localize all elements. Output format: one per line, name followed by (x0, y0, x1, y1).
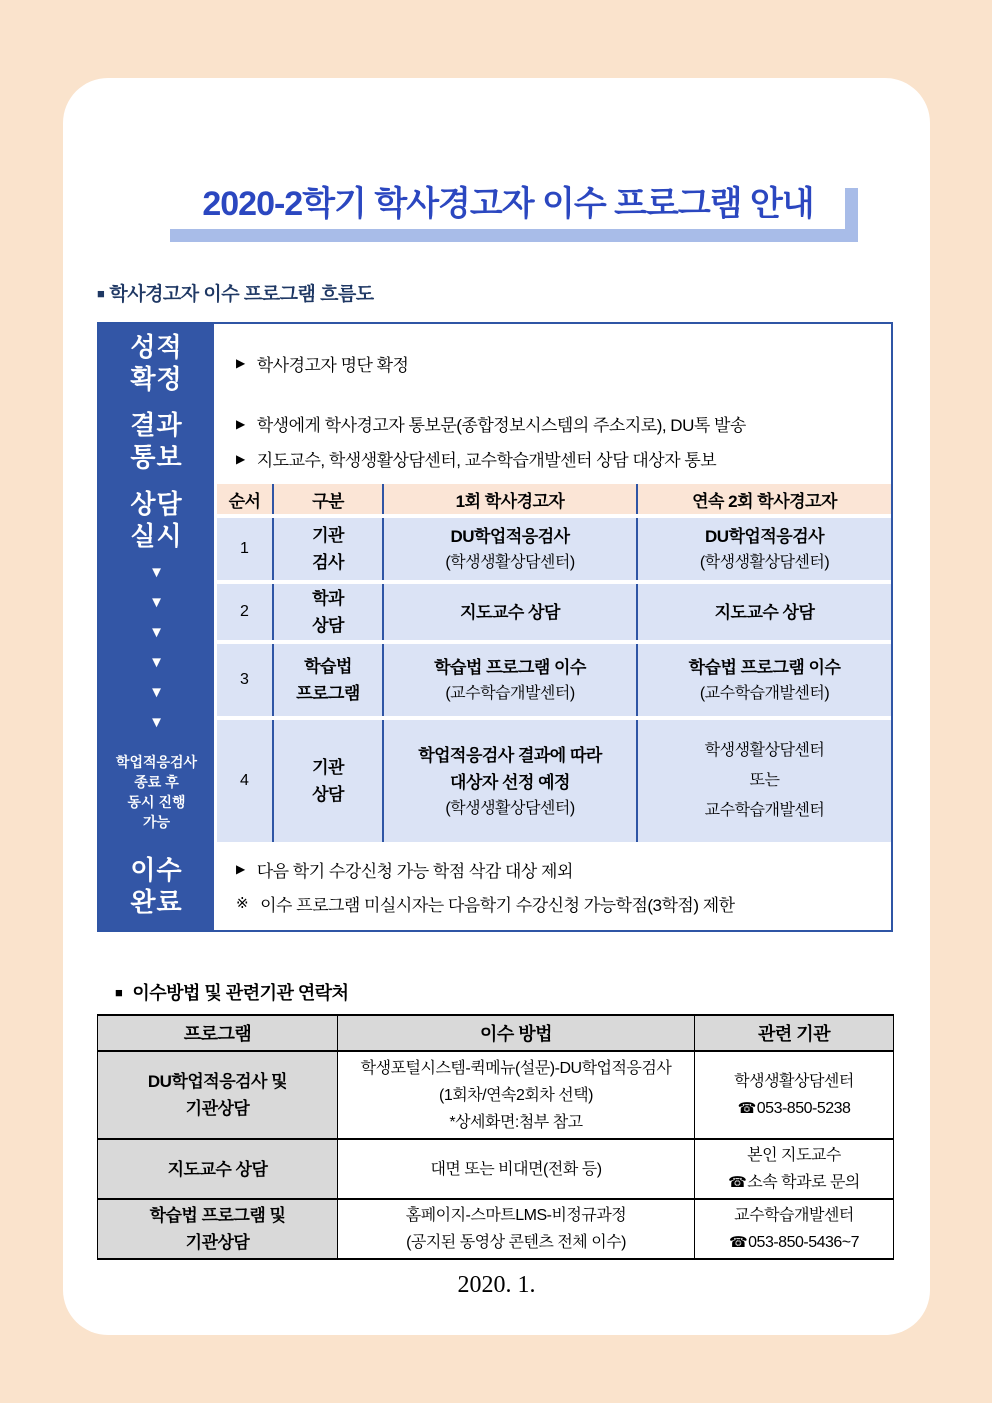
down-arrow-icon: ▼ (149, 564, 164, 581)
bullet-text: 다음 학기 수강신청 가능 학점 삭감 대상 제외 (256, 861, 573, 881)
sidebar-note-line: 종료 후 (134, 774, 179, 790)
bullet-text: 학사경고자 명단 확정 (256, 355, 409, 375)
method-cell (338, 1139, 695, 1199)
phone-line (697, 1229, 891, 1256)
cell-line: 교수학습개발센터 (734, 1207, 854, 1224)
org-cell (695, 1051, 894, 1139)
contact-section-heading (115, 979, 349, 1005)
page-title: 2020-2학기 학사경고자 이수 프로그램 안내 (202, 185, 814, 223)
column-header: 순서 (217, 484, 272, 514)
column-header: 관련 기관 (695, 1015, 894, 1051)
cell-line: (교수학습개발센터) (699, 685, 830, 702)
cell-line: 대상자 선정 예정 (450, 772, 570, 792)
table-row (217, 720, 891, 842)
stage-label: 완료 (130, 887, 183, 917)
bullet-text: 학생에게 학사경고자 통보문(종합정보시스템의 주소지로), DU톡 발송 (256, 416, 746, 435)
row-number: 2 (217, 584, 272, 640)
cell-line: 학습법 프로그램 및 (149, 1206, 286, 1225)
cell-line: (학생생활상담센터) (445, 799, 575, 817)
contact-table (97, 1014, 894, 1260)
cell-line: (교수학습개발센터) (445, 685, 575, 702)
row-number: 3 (217, 644, 272, 716)
phone-line (697, 1169, 891, 1196)
cell-line: 학업적응검사 결과에 따라 (418, 745, 602, 765)
counseling-content (214, 480, 891, 842)
program-cell (98, 1051, 338, 1139)
bullet-line (236, 411, 891, 436)
cell-line: 기관상담 (185, 1233, 250, 1252)
bullet-line (236, 891, 891, 916)
stage-counseling (99, 480, 214, 842)
table-row (98, 1139, 894, 1199)
document-card (63, 78, 930, 1335)
org-cell (695, 1199, 894, 1259)
program-cell (98, 1139, 338, 1199)
phone-text: 소속 학과로 문의 (747, 1174, 860, 1191)
bullet-text: 지도교수, 학생생활상담센터, 교수학습개발센터 상담 대상자 통보 (256, 451, 717, 470)
cell-line: 지도교수 상담 (167, 1159, 268, 1179)
method-cell (338, 1199, 695, 1259)
bullet-line (236, 351, 891, 376)
phone-icon: ☎ (728, 1234, 748, 1251)
category-line: 검사 (312, 553, 344, 572)
category-line: 상담 (312, 616, 344, 635)
stage-result-notify (99, 402, 214, 480)
flow-section-heading-text: 학사경고자 이수 프로그램 흐름도 (109, 284, 374, 305)
bullet-line (236, 857, 891, 882)
reference-mark-icon: ※ (236, 895, 249, 912)
cell-line: 지도교수 상담 (714, 602, 815, 622)
phone-line (697, 1095, 891, 1122)
contact-section-heading-text: 이수방법 및 관련기관 연락처 (132, 983, 349, 1003)
stage-label: 상담 (130, 489, 183, 519)
category-line: 기관 (312, 758, 344, 777)
table-row (98, 1051, 894, 1139)
row-category (272, 720, 382, 842)
title-side-bar (845, 188, 858, 242)
document-date: 2020. 1. (457, 1272, 536, 1298)
cell-line: 지도교수 상담 (460, 602, 560, 622)
cell-line: (학생생활상담센터) (445, 554, 575, 571)
table-row (217, 518, 891, 580)
row-category (272, 518, 382, 580)
counseling-table-header (217, 484, 891, 514)
category-line: 학습법 (304, 657, 352, 676)
bullet-text: 이수 프로그램 미실시자는 다음학기 수강신청 가능학점(3학점) 제한 (260, 895, 735, 915)
first-warning-cell (382, 584, 636, 640)
table-row (217, 644, 891, 716)
stage-completion (99, 842, 214, 930)
bullet-line (236, 446, 891, 471)
column-header: 1회 학사경고자 (382, 484, 636, 514)
stage-label: 통보 (130, 442, 183, 472)
row-number: 1 (217, 518, 272, 580)
table-row (217, 584, 891, 640)
stage-label: 결과 (130, 410, 183, 440)
square-bullet-icon: ■ (97, 286, 105, 301)
flow-arrows (149, 558, 164, 738)
column-header: 연속 2회 학사경고자 (636, 484, 891, 514)
org-cell (695, 1139, 894, 1199)
stage-grade-confirm (99, 324, 214, 402)
phone-icon: ☎ (728, 1174, 747, 1191)
second-warning-cell (636, 584, 891, 640)
stage-label: 실시 (130, 521, 183, 551)
down-arrow-icon: ▼ (149, 624, 164, 641)
first-warning-cell (382, 518, 636, 580)
flow-content (214, 324, 891, 930)
contact-table-header-row (98, 1015, 894, 1051)
row-category (272, 644, 382, 716)
counseling-table (217, 484, 891, 842)
sidebar-note-line: 학업적응검사 (115, 754, 198, 770)
row-category (272, 584, 382, 640)
sidebar-note-line: 동시 진행 (127, 794, 186, 810)
triangle-bullet-icon: ▶ (236, 451, 245, 466)
cell-line: (1회차/연속2회차 선택) (439, 1086, 593, 1104)
phone-number: 053-850-5238 (756, 1100, 851, 1117)
second-warning-cell (636, 720, 891, 842)
down-arrow-icon: ▼ (149, 714, 164, 731)
stage-label: 확정 (130, 364, 183, 394)
category-line: 기관 (312, 526, 344, 545)
cell-line: DU학업적응검사 (704, 527, 825, 546)
square-bullet-icon: ■ (115, 985, 123, 1000)
first-warning-cell (382, 720, 636, 842)
completion-content (214, 842, 891, 930)
flow-sidebar (99, 324, 214, 930)
first-warning-cell (382, 644, 636, 716)
stage-label: 이수 (130, 855, 183, 885)
cell-line: 학습법 프로그램 이수 (434, 658, 586, 677)
column-header: 프로그램 (98, 1015, 338, 1051)
cell-line: DU학업적응검사 (450, 527, 570, 546)
result-notify-content (214, 402, 891, 480)
triangle-bullet-icon: ▶ (236, 356, 245, 370)
stage-label: 성적 (130, 332, 183, 362)
down-arrow-icon: ▼ (149, 654, 164, 671)
cell-line: 학생포털시스템-퀵메뉴(설문)-DU학업적응검사 (360, 1059, 672, 1077)
column-header: 구분 (272, 484, 382, 514)
category-line: 학과 (312, 589, 344, 608)
down-arrow-icon: ▼ (149, 684, 164, 701)
cell-line: *상세화면:첨부 참고 (449, 1113, 583, 1131)
down-arrow-icon: ▼ (149, 594, 164, 611)
phone-number: 053-850-5436~7 (748, 1234, 860, 1251)
cell-line: 홈페이지-스마트LMS-비정규과정 (405, 1207, 627, 1224)
second-warning-cell (636, 644, 891, 716)
title-underline-bar (170, 229, 858, 242)
triangle-bullet-icon: ▶ (236, 862, 245, 876)
second-warning-cell (636, 518, 891, 580)
cell-line: 학생생활상담센터 (734, 1073, 854, 1090)
flow-section-heading (97, 279, 374, 306)
cell-line: 교수학습개발센터 (704, 802, 825, 819)
phone-icon: ☎ (737, 1100, 756, 1117)
cell-line: (학생생활상담센터) (699, 554, 830, 571)
program-cell (98, 1199, 338, 1259)
cell-line: 학습법 프로그램 이수 (688, 658, 841, 677)
cell-line: (공지된 동영상 콘텐츠 전체 이수) (406, 1234, 626, 1251)
row-number: 4 (217, 720, 272, 842)
cell-line: 본인 지도교수 (747, 1147, 841, 1164)
flow-table (97, 322, 893, 932)
cell-line: 또는 (749, 772, 780, 789)
sidebar-note (116, 752, 197, 832)
cell-line: 학생생활상담센터 (704, 742, 825, 759)
category-line: 상담 (312, 785, 344, 804)
category-line: 프로그램 (296, 684, 360, 703)
table-row (98, 1199, 894, 1259)
cell-line: DU학업적응검사 및 (147, 1072, 288, 1091)
sidebar-note-line: 가능 (142, 814, 171, 830)
method-cell (338, 1051, 695, 1139)
grade-confirm-content (214, 324, 891, 402)
cell-line: 기관상담 (185, 1099, 250, 1118)
column-header: 이수 방법 (338, 1015, 695, 1051)
cell-line: 대면 또는 비대면(전화 등) (430, 1160, 602, 1178)
triangle-bullet-icon: ▶ (236, 416, 245, 431)
